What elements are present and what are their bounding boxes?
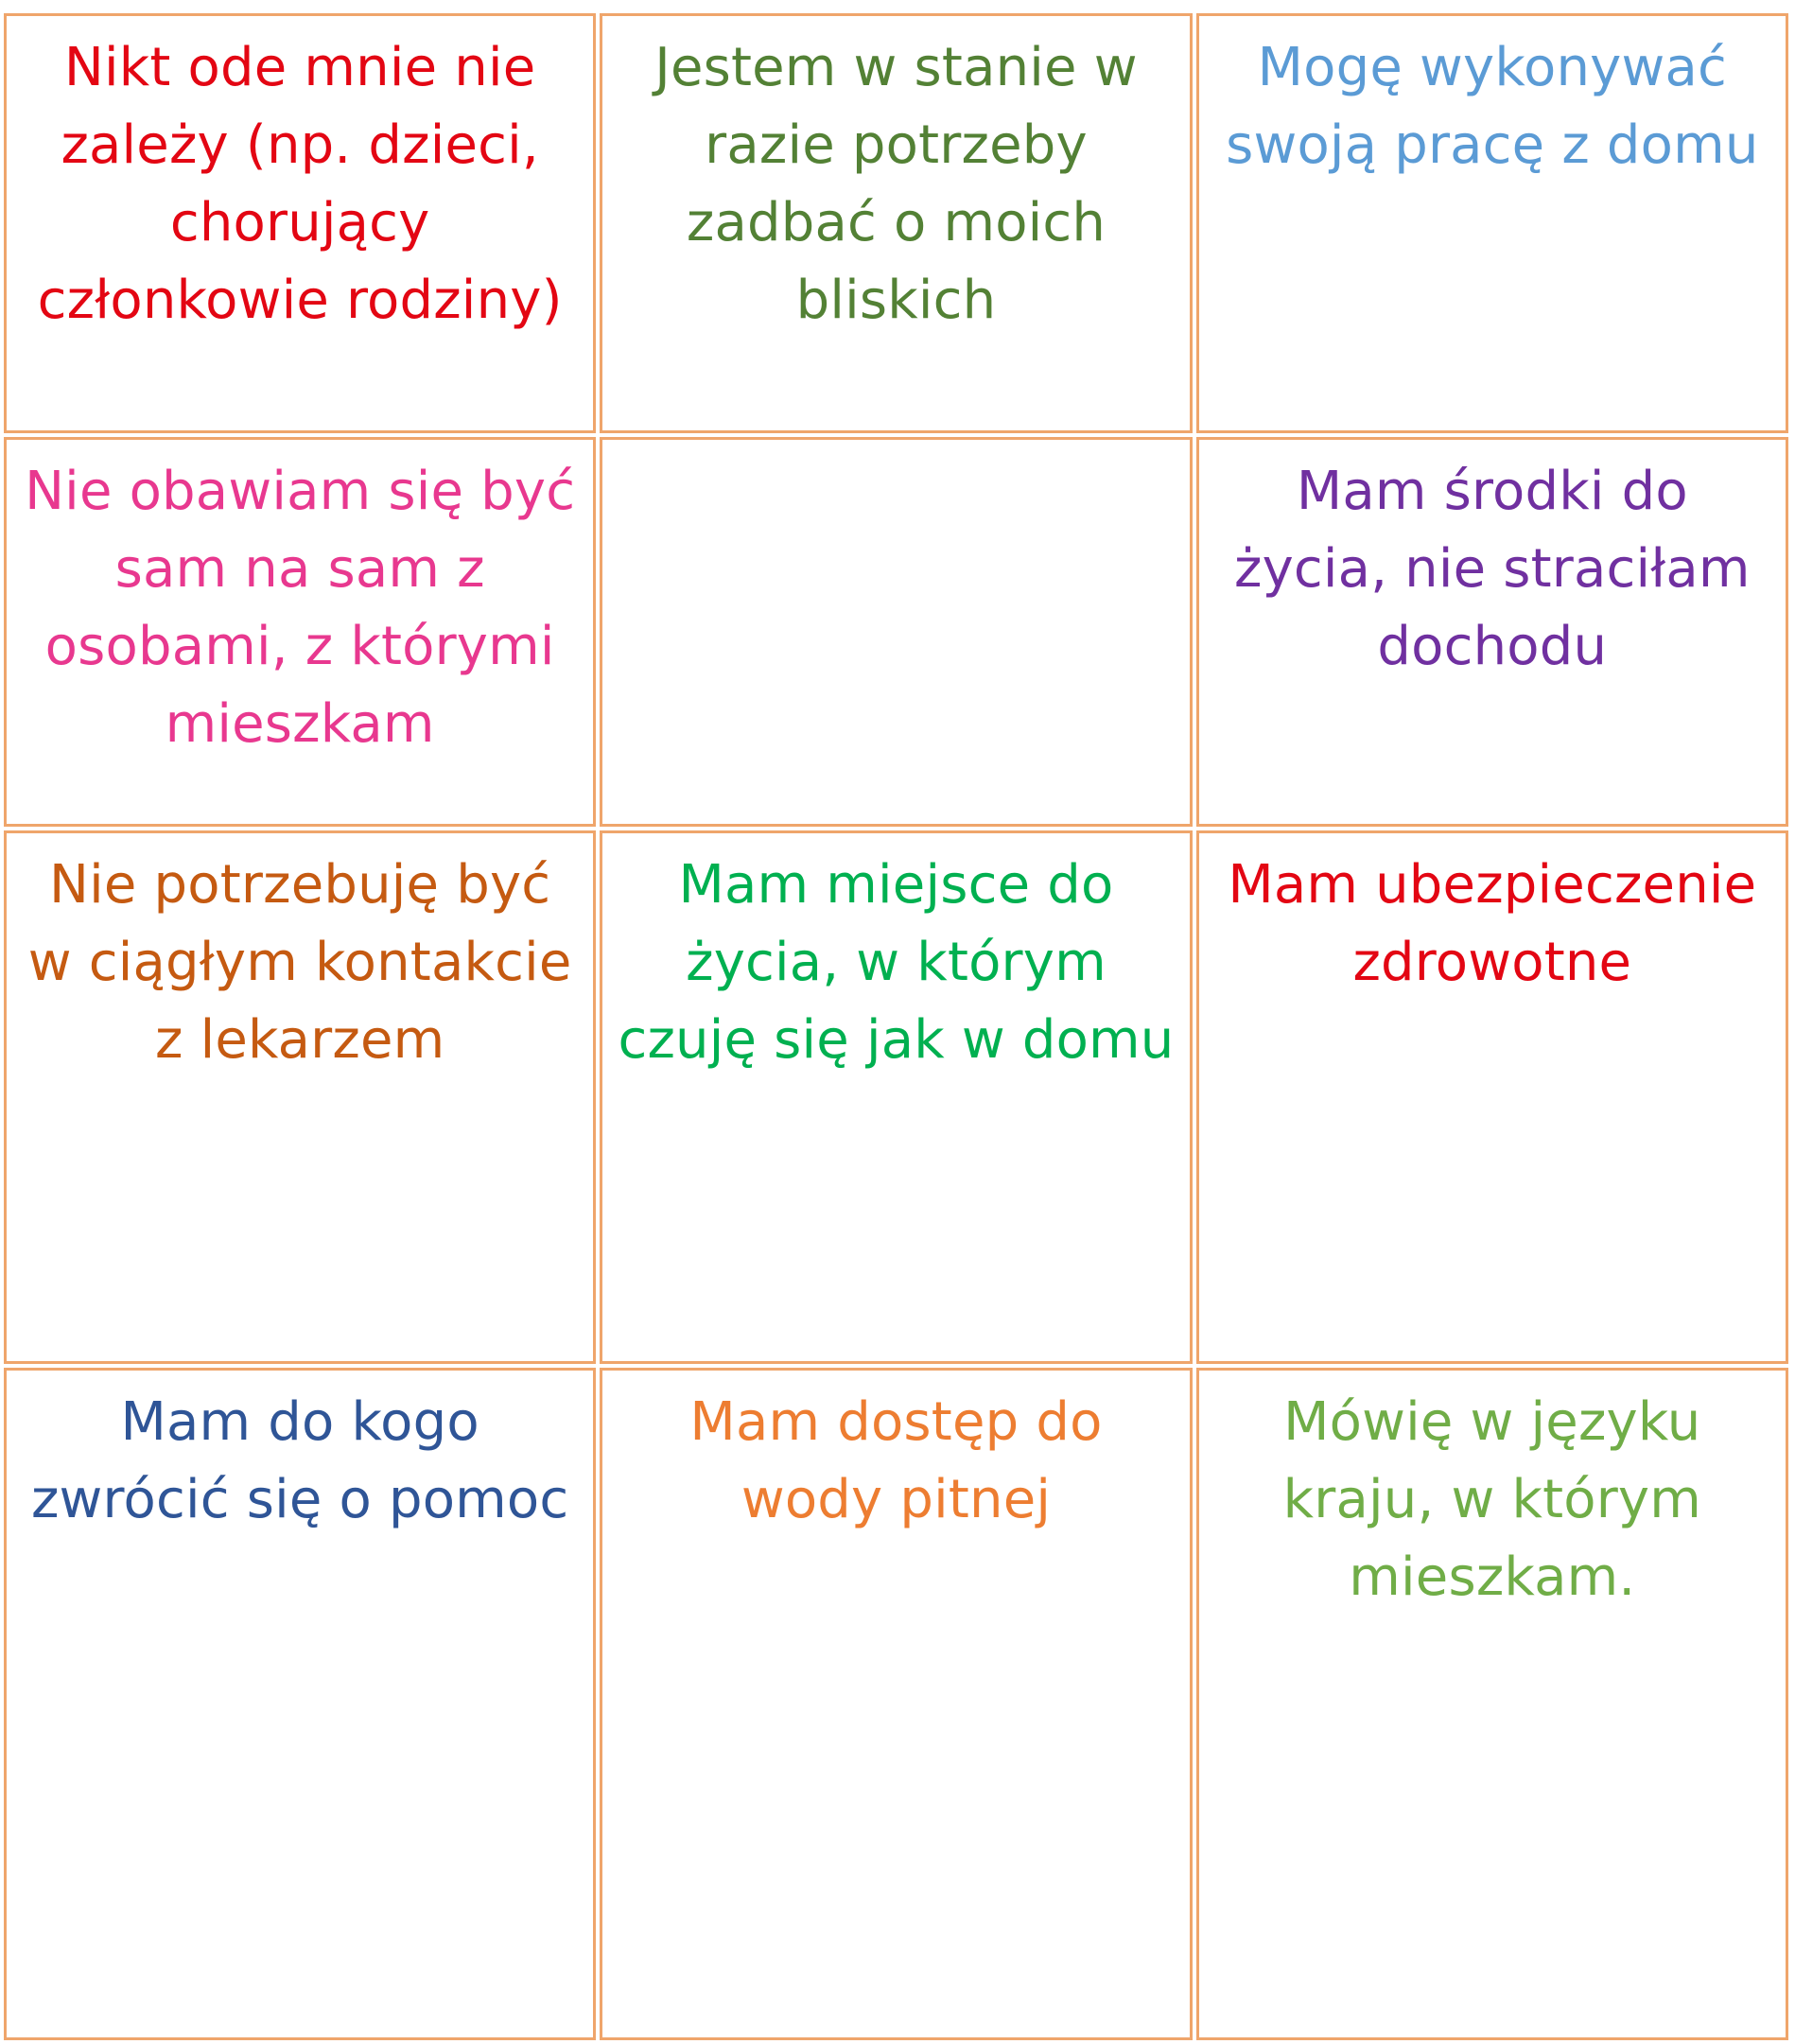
- grid-cell: Nie potrzebuję być w ciągłym kontakcie z lekarzem: [4, 830, 596, 1364]
- grid-cell: Nie obawiam się być sam na sam z osobami, z którymi mieszkam: [4, 437, 596, 827]
- grid-cell: Mogę wykonywać swoją pracę z domu: [1196, 13, 1788, 433]
- grid-cell: Mówię w języku kraju, w którym mieszkam.: [1196, 1368, 1788, 2040]
- grid-row: [4, 13, 1788, 433]
- grid-cell: Mam miejsce do życia, w którym czuję się jak w domu: [600, 830, 1192, 1364]
- grid-cell: Mam ubezpieczenie zdrowotne: [1196, 830, 1788, 1364]
- grid-cell: Mam środki do życia, nie straciłam dochodu: [1196, 437, 1788, 827]
- grid-cell: Mam do kogo zwrócić się o pomoc: [4, 1368, 596, 2040]
- grid-cell-empty: [600, 437, 1192, 827]
- grid-cell: Mam dostęp do wody pitnej: [600, 1368, 1192, 2040]
- grid-cell: Nikt ode mnie nie zależy (np. dzieci, chorujący członkowie rodziny): [4, 13, 596, 433]
- grid-cell: Jestem w stanie w razie potrzeby zadbać o moich bliskich: [600, 13, 1192, 433]
- grid-row: [4, 1368, 1788, 2040]
- grid-row: [4, 830, 1788, 1364]
- grid-row: [4, 437, 1788, 827]
- bingo-card-grid: [0, 9, 1792, 2044]
